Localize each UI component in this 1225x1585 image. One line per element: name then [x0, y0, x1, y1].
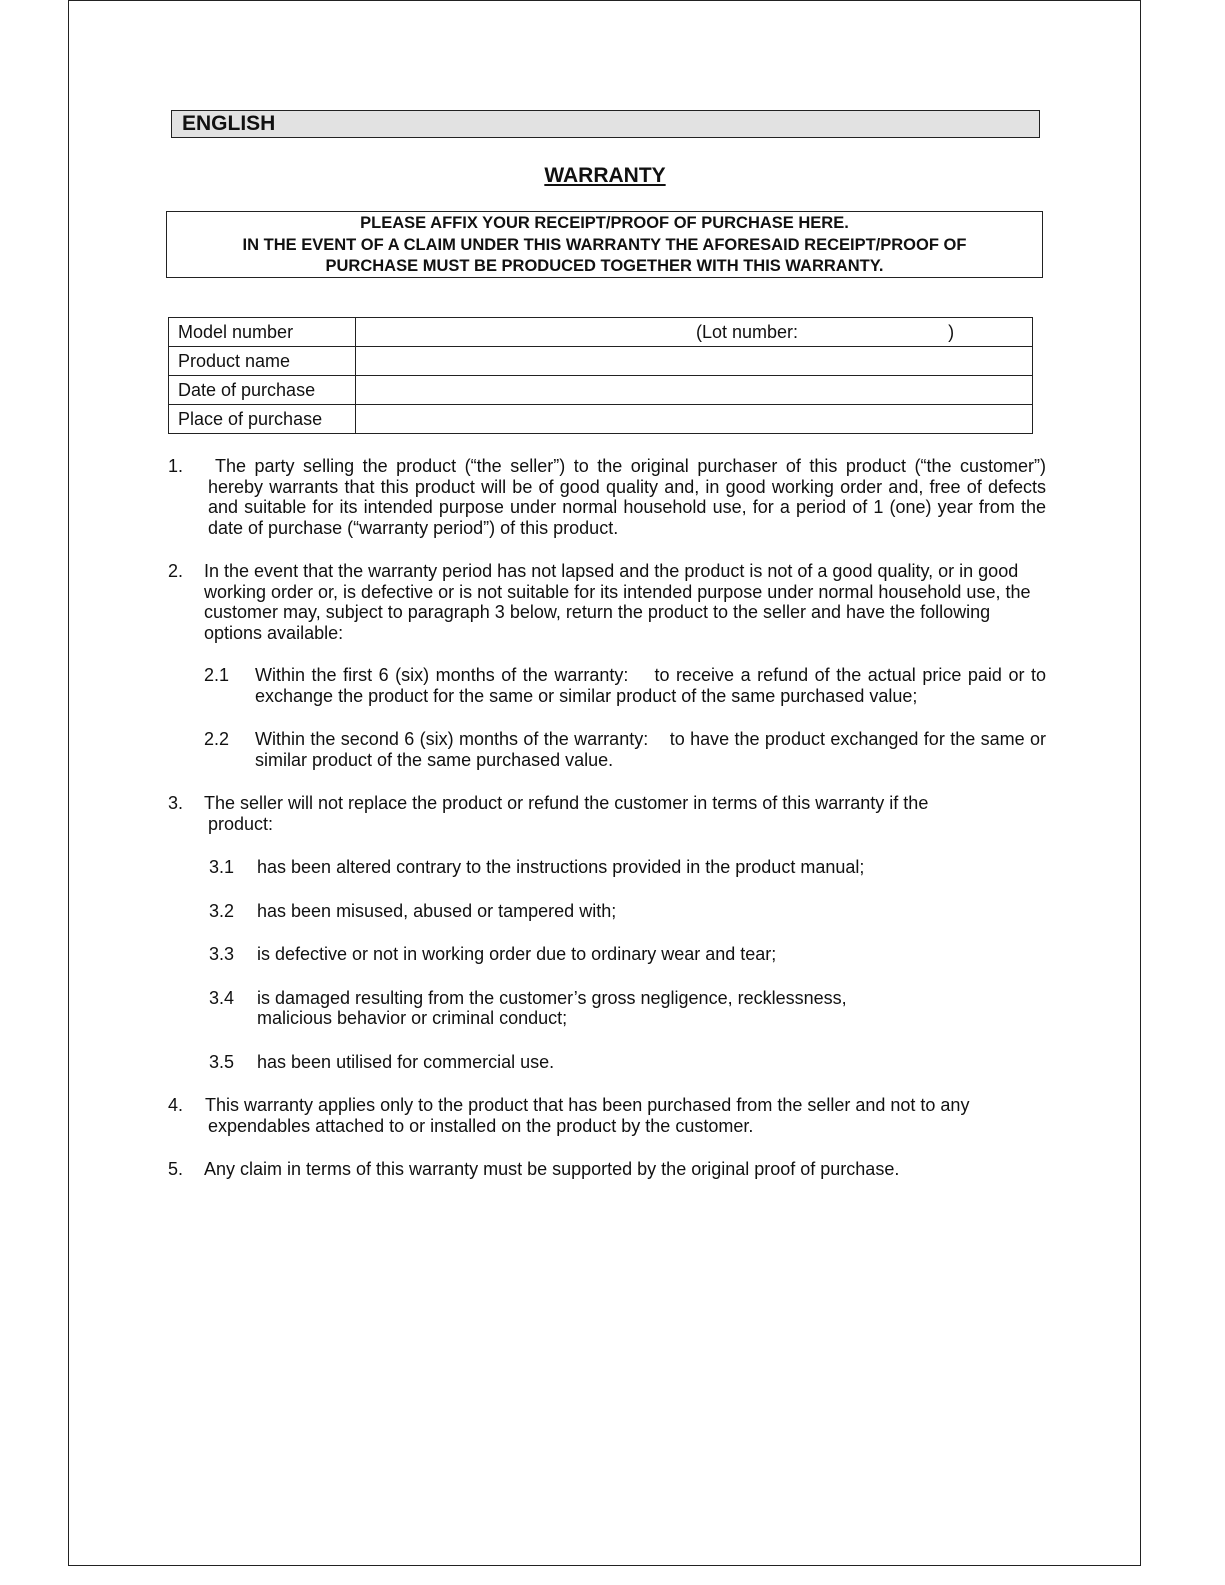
- receipt-notice-box: [166, 211, 1043, 278]
- clause-text: has been misused, abused or tampered with;: [257, 900, 617, 921]
- clause-text: In the event that the warranty period has not lapsed and the product is not of a good quality, or in good working order or, is defective or is not suitable for its intended purpose under normal household use, the customer may, subject to paragraph 3 below, return the product to the seller and have the following options available:: [204, 561, 1031, 643]
- clause-3-5: [168, 1052, 1046, 1073]
- clause-number: 2.: [168, 561, 184, 581]
- clause-2-2: [168, 729, 1052, 770]
- clause-number: 2.2: [204, 729, 230, 749]
- place-row: [169, 405, 1033, 434]
- notice-line-2: IN THE EVENT OF A CLAIM UNDER THIS WARRANTY THE AFORESAID RECEIPT/PROOF OF: [242, 235, 967, 254]
- clause-number: 1.: [168, 456, 184, 476]
- clause-number: 4.: [168, 1095, 184, 1115]
- clause-number: 3.4: [209, 987, 235, 1008]
- clause-text: The party selling the product (“the seller”) to the original purchaser of this product (“the customer”) hereby warrants that this product will be of good quality and, in good working order and, free of defects and suitable for its intended purpose under normal household use, for a period of 1 (one) year from the date of purchase (“warranty period”) of this product.: [208, 456, 1046, 538]
- model-row: [169, 318, 1033, 347]
- clause-2-1: [168, 665, 1052, 706]
- clause-2: [168, 561, 1046, 643]
- language-header: ENGLISH: [171, 110, 1040, 138]
- product-name-field[interactable]: [356, 347, 1033, 376]
- clause-3: [168, 793, 1046, 834]
- model-number-label: Model number: [169, 318, 356, 347]
- product-name-label: Product name: [169, 347, 356, 376]
- clause-text: is defective or not in working order due to ordinary wear and tear;: [257, 944, 777, 964]
- clause-number: 5.: [168, 1159, 184, 1179]
- place-of-purchase-field[interactable]: [356, 405, 1033, 434]
- clause-text: is damaged resulting from the customer’s gross negligence, recklessness, malicious behavior or criminal conduct;: [257, 987, 847, 1028]
- clause-text: The seller will not replace the product or refund the customer in terms of this warranty if the product:: [204, 793, 929, 834]
- clause-text: Within the second 6 (six) months of the warranty: to have the product exchanged for the same or similar product of the same purchased value.: [255, 729, 1052, 770]
- notice-line-1: PLEASE AFFIX YOUR RECEIPT/PROOF OF PURCHASE HERE.: [360, 214, 849, 232]
- clause-3-1: [168, 857, 1046, 878]
- date-row: [169, 376, 1033, 405]
- clause-text: has been altered contrary to the instructions provided in the product manual;: [257, 857, 865, 877]
- clause-number: 3.1: [209, 857, 235, 877]
- clause-4: [168, 1095, 1046, 1136]
- clause-text: Any claim in terms of this warranty must be supported by the original proof of purchase.: [204, 1159, 900, 1179]
- page-title: WARRANTY: [544, 164, 666, 187]
- clause-5: [168, 1159, 1046, 1180]
- date-of-purchase-label: Date of purchase: [169, 376, 356, 405]
- date-of-purchase-field[interactable]: [356, 376, 1033, 405]
- clause-3-2: [168, 901, 1046, 922]
- clause-number: 3.2: [209, 900, 235, 921]
- model-number-field[interactable]: [356, 318, 1033, 347]
- product-row: [169, 347, 1033, 376]
- lot-number-close: ): [948, 321, 955, 342]
- clause-3-3: [168, 944, 1046, 965]
- place-of-purchase-label: Place of purchase: [169, 405, 356, 434]
- clause-text: Within the first 6 (six) months of the warranty: to receive a refund of the actual price paid or to exchange the product for the same or similar product of the same purchased value;: [255, 665, 1052, 706]
- clause-number: 2.1: [204, 665, 230, 685]
- clause-number: 3.3: [209, 944, 235, 964]
- clause-number: 3.5: [209, 1051, 235, 1072]
- lot-number-label: (Lot number:: [696, 321, 799, 342]
- clause-text: This warranty applies only to the product that has been purchased from the seller and not to any expendables attached to or installed on the product by the customer.: [205, 1095, 970, 1136]
- notice-line-3: PURCHASE MUST BE PRODUCED TOGETHER WITH THIS WARRANTY.: [325, 257, 884, 275]
- clause-3-4: [168, 988, 1046, 1029]
- clause-number: 3.: [168, 793, 184, 813]
- clause-text: has been utilised for commercial use.: [257, 1051, 555, 1072]
- product-info-table: [168, 317, 1033, 434]
- warranty-clauses: [168, 456, 1052, 1180]
- clause-1: [168, 456, 1046, 538]
